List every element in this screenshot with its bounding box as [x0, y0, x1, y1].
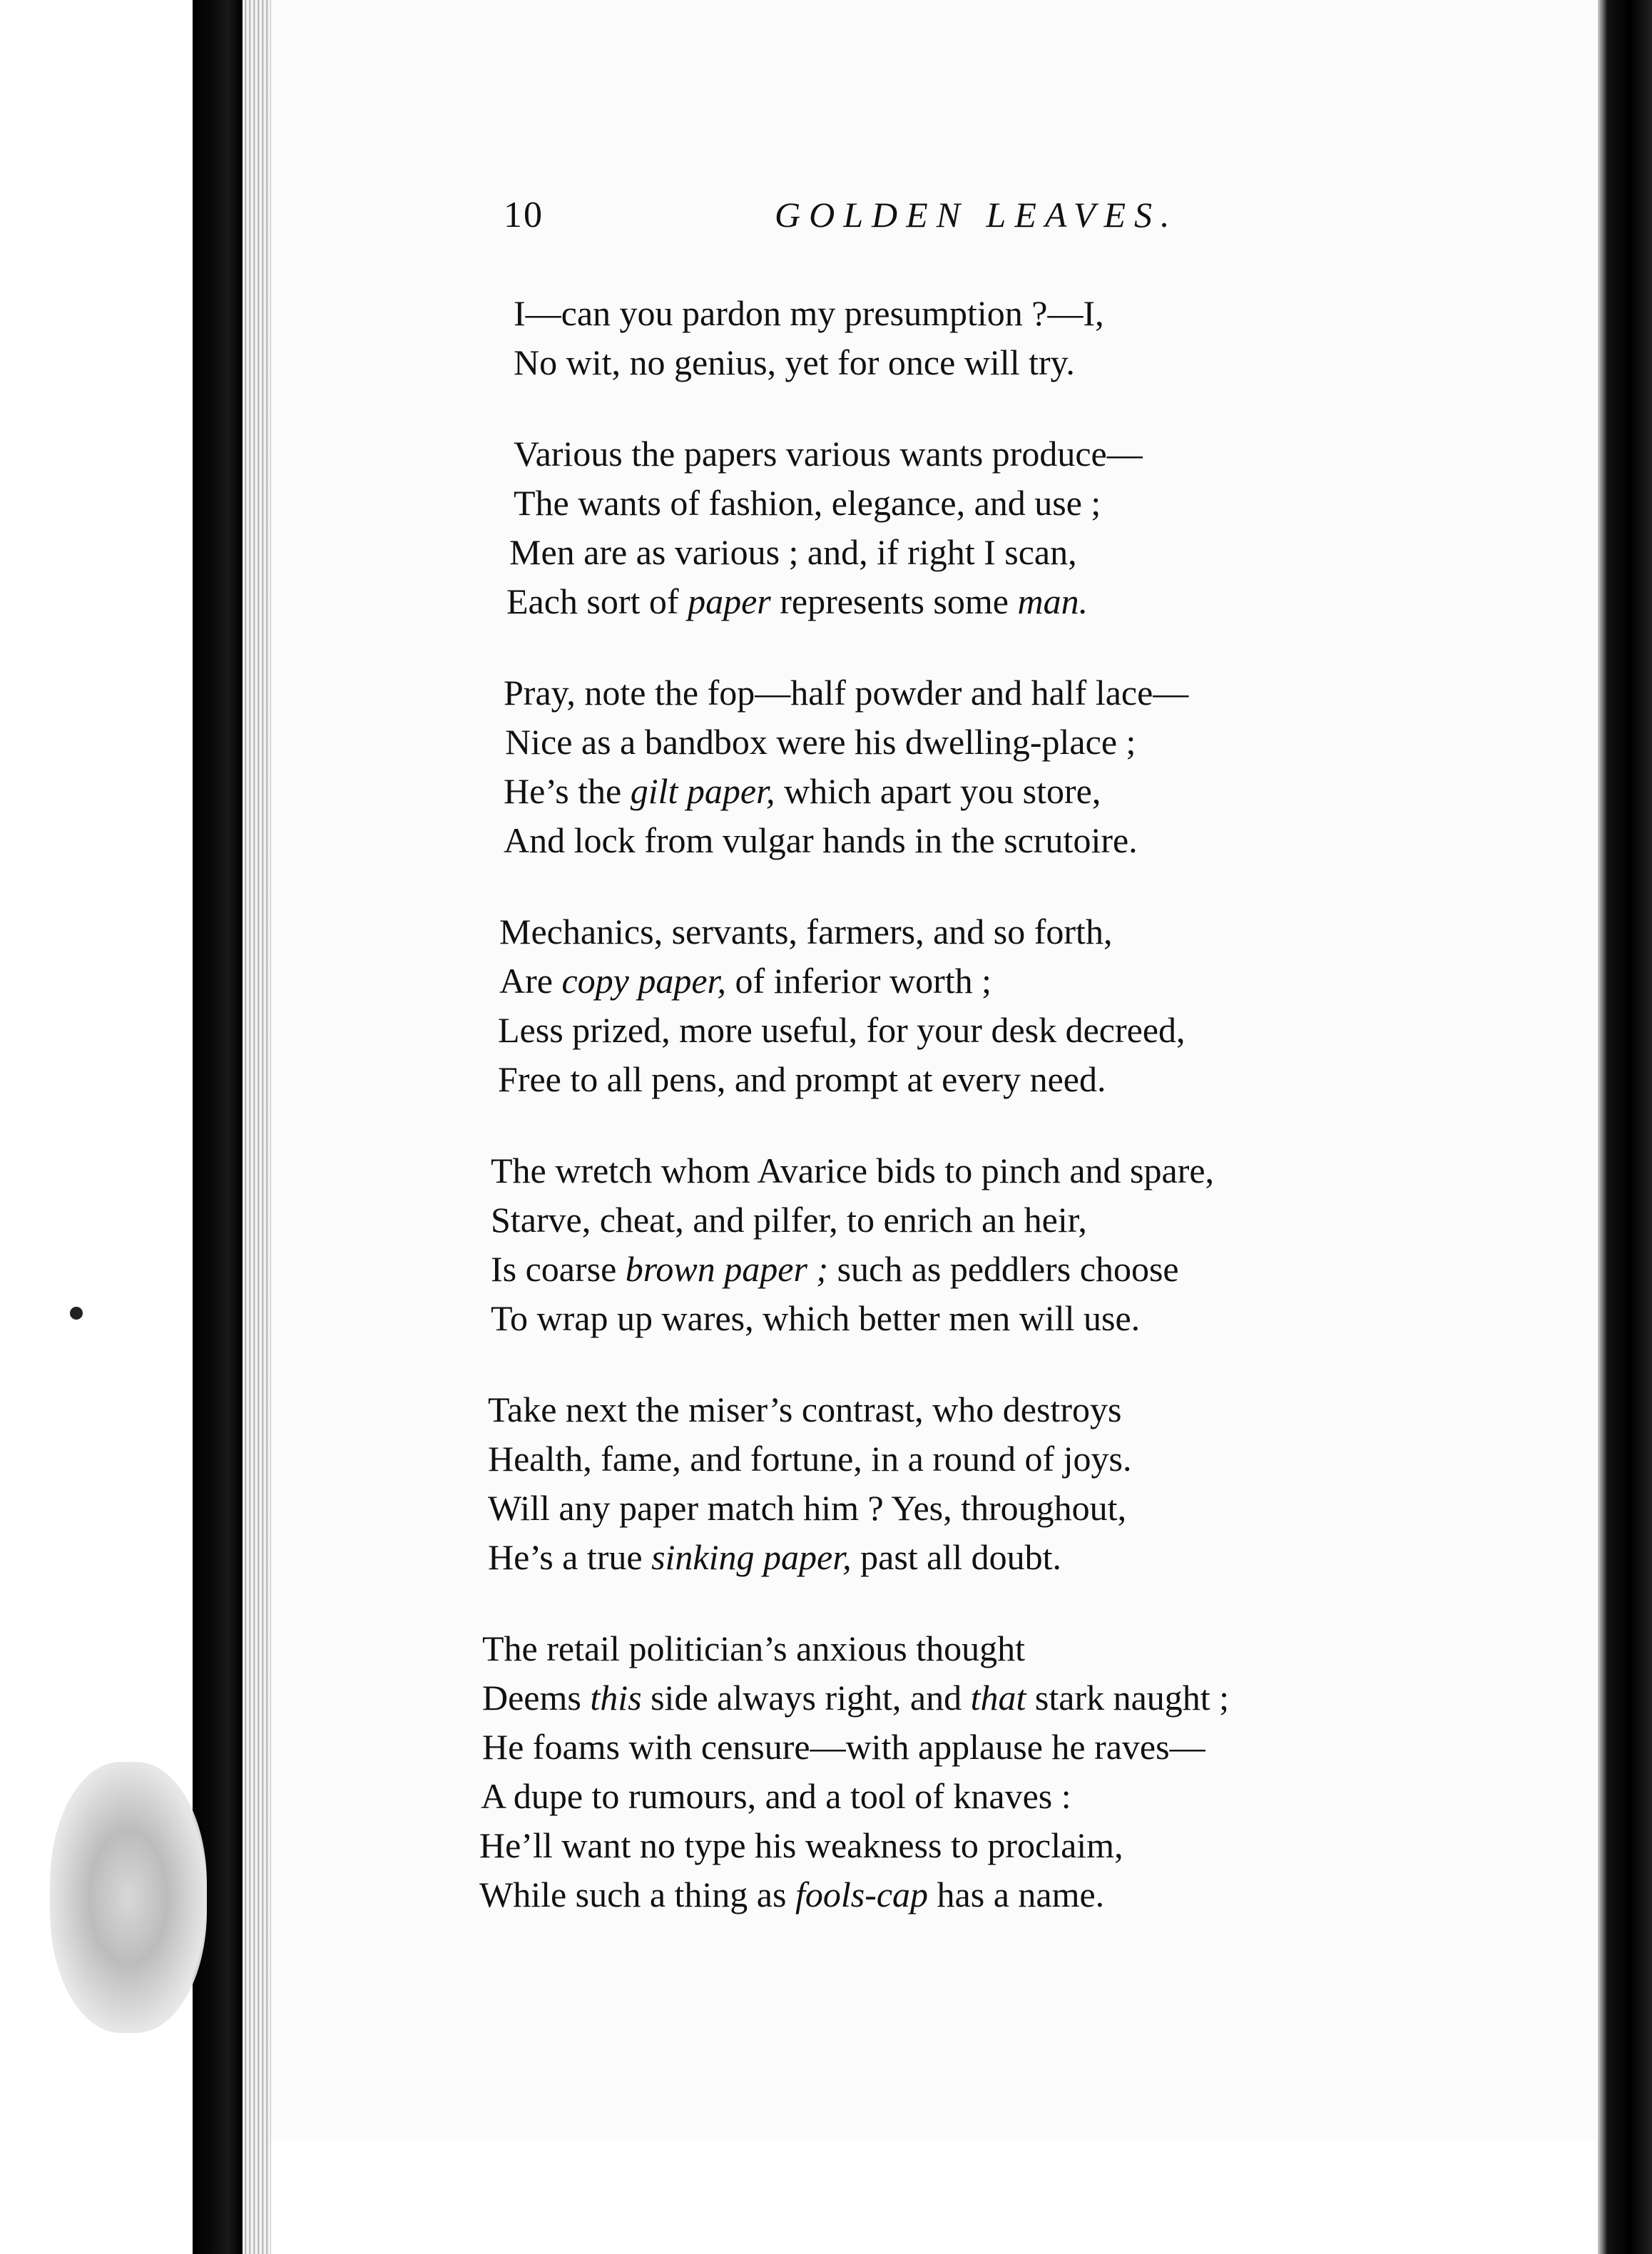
line-text: Various the papers various wants produce—: [514, 434, 1143, 474]
poem-line: [488, 1434, 1558, 1484]
poem-line: [479, 1870, 1549, 1919]
italic-phrase: sinking paper,: [651, 1537, 852, 1577]
poem-line: [488, 1484, 1558, 1533]
poem-line: [499, 907, 1569, 957]
line-text: has a name.: [928, 1875, 1105, 1914]
line-text: Deems: [482, 1678, 591, 1718]
poem-line: [488, 1533, 1558, 1582]
poem-line: [482, 1673, 1552, 1723]
line-text: Is coarse: [491, 1249, 626, 1289]
line-text: I—can you pardon my presumption ?—I,: [514, 293, 1104, 333]
scan-background-bottom: [271, 2140, 1598, 2254]
poem-line: [498, 1055, 1568, 1104]
stanza: [488, 1385, 1584, 1582]
line-text: past all doubt.: [851, 1537, 1062, 1577]
line-text: A dupe to rumours, and a tool of knaves :: [481, 1776, 1071, 1816]
italic-phrase: this: [590, 1678, 642, 1718]
stanza: [498, 907, 1584, 1104]
line-text: Starve, cheat, and pilfer, to enrich an heir,: [491, 1200, 1087, 1240]
poem-line: [505, 718, 1575, 767]
line-text: Free to all pens, and prompt at every need.: [498, 1059, 1106, 1099]
poem-line: [482, 1624, 1552, 1673]
line-text: Will any paper match him ? Yes, throughout,: [488, 1488, 1127, 1528]
line-text: Less prized, more useful, for your desk decreed,: [498, 1010, 1186, 1050]
line-text: He’s a true: [488, 1537, 652, 1577]
poem-line: [482, 1723, 1552, 1772]
poem-line: [491, 1195, 1561, 1245]
poem-line: [504, 668, 1574, 718]
line-text: represents some: [770, 581, 1018, 621]
line-text: The retail politician’s anxious thought: [482, 1628, 1025, 1668]
line-text: Health, fame, and fortune, in a round of joys.: [488, 1439, 1132, 1479]
ink-speck: [70, 1307, 83, 1320]
poem-line: [488, 1385, 1558, 1434]
line-text: No wit, no genius, yet for once will try.: [514, 342, 1075, 382]
line-text: Mechanics, servants, farmers, and so forth,: [499, 912, 1113, 952]
page-number: 10: [504, 195, 544, 235]
line-text: He’ll want no type his weakness to proclaim,: [479, 1825, 1123, 1865]
poem-line: [514, 338, 1584, 387]
stanza: [506, 429, 1584, 626]
stanza: [504, 668, 1584, 865]
poem-line: [491, 1146, 1561, 1195]
line-text: He foams with censure—with applause he raves—: [482, 1727, 1205, 1767]
poem-line: [504, 816, 1574, 865]
poem-line: [509, 528, 1579, 577]
line-text: which apart you store,: [775, 771, 1101, 811]
poem-line: [514, 289, 1584, 338]
line-text: He’s the: [504, 771, 631, 811]
line-text: Are: [499, 961, 562, 1001]
italic-phrase: paper: [688, 581, 771, 621]
line-text: While such a thing as: [479, 1875, 795, 1914]
poem-line: [506, 577, 1576, 626]
poem-line: [514, 429, 1584, 479]
line-text: Take next the miser’s contrast, who destroys: [488, 1389, 1122, 1429]
poem-line: [499, 957, 1569, 1006]
poem-body: [479, 289, 1584, 1962]
book-right-edge: [1598, 0, 1652, 2254]
italic-phrase: gilt paper,: [630, 771, 775, 811]
line-text: The wretch whom Avarice bids to pinch and spare,: [491, 1151, 1215, 1190]
page-edge-stack: [243, 0, 271, 2254]
line-text: such as peddlers choose: [828, 1249, 1179, 1289]
running-title: GOLDEN LEAVES.: [775, 195, 1178, 235]
running-header: [504, 194, 1217, 251]
line-text: And lock from vulgar hands in the scrutoire.: [504, 820, 1138, 860]
line-text: Each sort of: [506, 581, 688, 621]
line-text: side always right, and: [641, 1678, 971, 1718]
poem-line: [504, 767, 1574, 816]
poem-line: [491, 1245, 1561, 1294]
stanza: [479, 1624, 1584, 1919]
poem-line: [514, 479, 1584, 528]
line-text: The wants of fashion, elegance, and use ;: [514, 483, 1101, 523]
italic-phrase: man.: [1017, 581, 1088, 621]
line-text: of inferior worth ;: [725, 961, 992, 1001]
line-text: Nice as a bandbox were his dwelling-place ;: [505, 722, 1136, 762]
italic-phrase: that: [970, 1678, 1026, 1718]
italic-phrase: copy paper,: [561, 961, 726, 1001]
poem-line: [479, 1821, 1549, 1870]
line-text: Men are as various ; and, if right I scan,: [509, 532, 1077, 572]
paper-stain: [50, 1762, 207, 2033]
stanza: [514, 289, 1584, 387]
line-text: To wrap up wares, which better men will use.: [491, 1298, 1141, 1338]
poem-line: [481, 1772, 1551, 1821]
poem-line: [491, 1294, 1561, 1343]
stanza: [491, 1146, 1584, 1343]
line-text: stark naught ;: [1026, 1678, 1230, 1718]
line-text: Pray, note the fop—half powder and half lace—: [504, 673, 1189, 713]
poem-line: [498, 1006, 1568, 1055]
italic-phrase: brown paper ;: [625, 1249, 829, 1289]
italic-phrase: fools-cap: [795, 1875, 929, 1914]
